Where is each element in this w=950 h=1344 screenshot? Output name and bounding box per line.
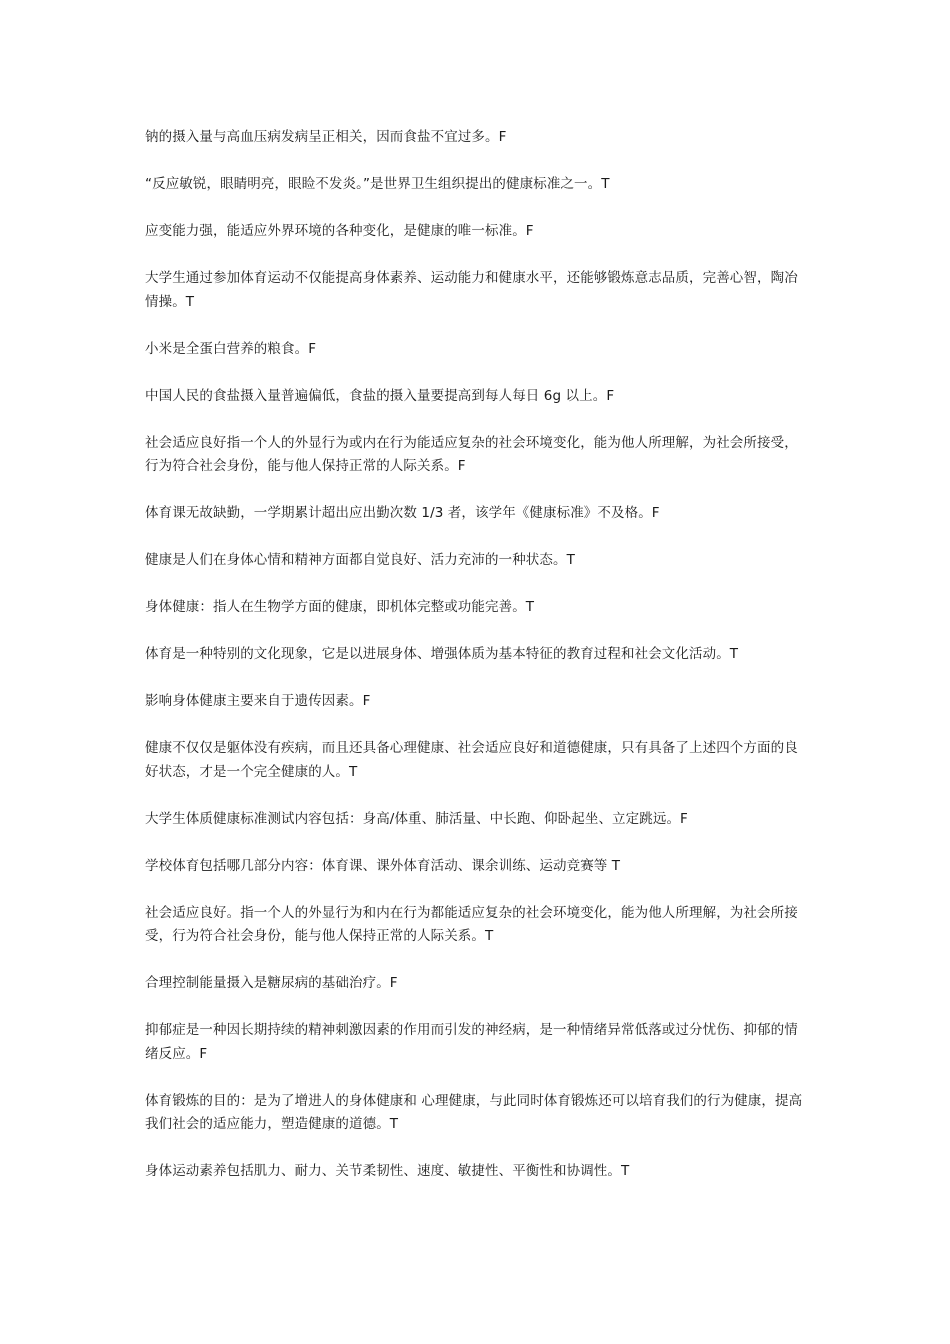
statement-item: 体育是一种特别的文化现象，它是以进展身体、增强体质为基本特征的教育过程和社会文化活动。T — [145, 646, 739, 662]
statement-item: 中国人民的食盐摄入量普遍偏低，食盐的摄入量要提高到每人每日 6g 以上。F — [145, 387, 615, 404]
statement-item: “反应敏锐，眼睛明亮，眼睑不发炎。”是世界卫生组织提出的健康标准之一。T — [145, 176, 610, 192]
statement-item: 影响身体健康主要来自于遗传因素。F — [145, 693, 371, 709]
statement-item: 应变能力强，能适应外界环境的各种变化，是健康的唯一标准。F — [145, 223, 534, 239]
statement-item: 合理控制能量摄入是糖尿病的基础治疗。F — [145, 975, 398, 991]
statement-item: 体育锻炼的目的：是为了增进人的身体健康和 心理健康，与此同时体育锻炼还可以培育我们的行为健康，提高我们社会的适应能力，塑造健康的道德。T — [145, 1092, 803, 1132]
statement-item: 体育课无故缺勤，一学期累计超出应出勤次数 1/3 者，该学年《健康标准》不及格。F — [145, 505, 660, 521]
statement-item: 社会适应良好。指一个人的外显行为和内在行为都能适应复杂的社会环境变化，能为他人所理解，为社会所接受，行为符合社会身份，能与他人保持正常的人际关系。T — [145, 904, 798, 944]
statement-item: 健康不仅仅是躯体没有疾病，而且还具备心理健康、社会适应良好和道德健康，只有具备了上述四个方面的良好状态，才是一个完全健康的人。T — [145, 740, 798, 780]
statement-item: 小米是全蛋白营养的粮食。F — [145, 340, 317, 357]
statement-item: 大学生体质健康标准测试内容包括：身高/体重、肺活量、中长跑、仰卧起坐、立定跳远。F — [145, 810, 688, 827]
statement-item: 钠的摄入量与高血压病发病呈正相关，因而食盐不宜过多。F — [145, 129, 507, 145]
statement-item: 大学生通过参加体育运动不仅能提高身体素养、运动能力和健康水平，还能够锻炼意志品质，完善心智，陶冶情操。T — [145, 270, 798, 310]
statement-item: 学校体育包括哪几部分内容：体育课、课外体育活动、课余训练、运动竞赛等 T — [145, 857, 621, 874]
statement-item: 抑郁症是一种因长期持续的精神刺激因素的作用而引发的神经病，是一种情绪异常低落或过分忧伤、抑郁的情绪反应。F — [145, 1022, 798, 1062]
statement-list — [145, 126, 810, 1207]
statement-item: 社会适应良好指一个人的外显行为或内在行为能适应复杂的社会环境变化，能为他人所理解，为社会所接受，行为符合社会身份，能与他人保持正常的人际关系。F — [145, 434, 798, 474]
statement-item: 健康是人们在身体心情和精神方面都自觉良好、活力充沛的一种状态。T — [145, 552, 575, 568]
statement-item: 身体健康：指人在生物学方面的健康，即机体完整或功能完善。T — [145, 599, 535, 615]
statement-item: 身体运动素养包括肌力、耐力、关节柔韧性、速度、敏捷性、平衡性和协调性。T — [145, 1163, 630, 1179]
